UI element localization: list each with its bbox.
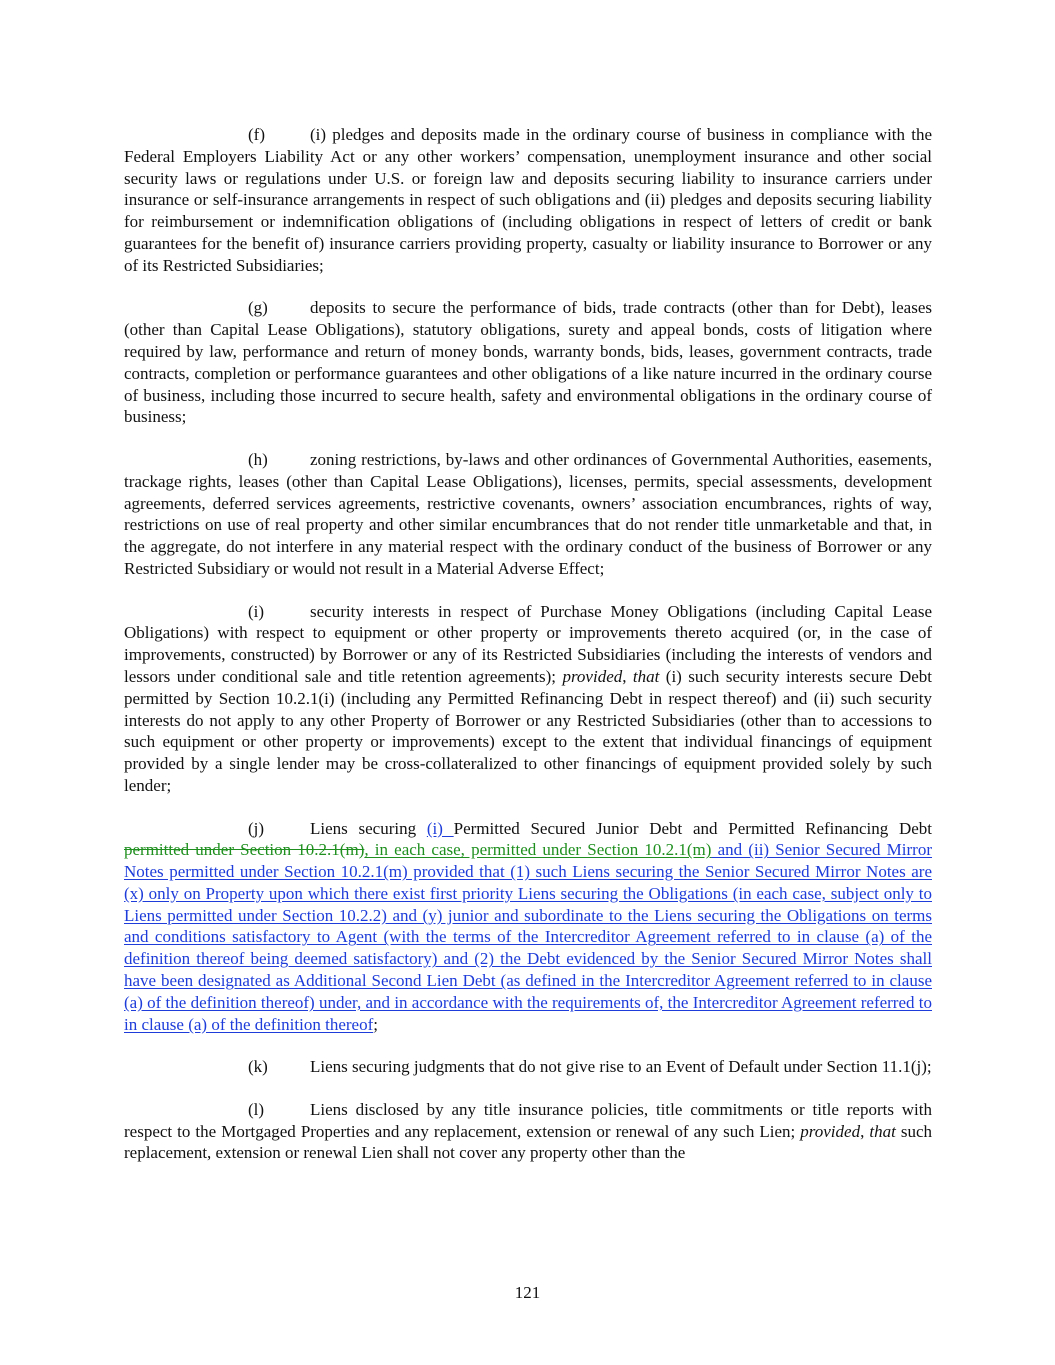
paragraph-text: Liens securing bbox=[310, 818, 427, 838]
paragraph-l bbox=[124, 1099, 932, 1164]
moved-text: , in each case, permitted under Section 10.2.1(m) bbox=[364, 840, 712, 860]
paragraph-text: deposits to secure the performance of bids, trade contracts (other than for Debt), leases (other than Capital Lease Obligations), statutory obligations, surety and appeal bonds, costs of litigation where required by law, performance and return of money bonds, warranty bonds, bids, leases, government contracts, trade contracts, completion or performance guarantees and other obligations of a like nature incurred in the ordinary course of business, including those incurred to secure health, safety and environmental obligations in the ordinary course of business; bbox=[124, 298, 932, 427]
italic-provided: provided bbox=[800, 1121, 861, 1141]
paragraph-k bbox=[124, 1056, 932, 1078]
paragraph-text: (i) such security interests secure Debt permitted by Section 10.2.1(i) (including any Permitted Refinancing Debt in respect thereof) and (ii) such security interests do not apply to any other Property of Borrower or any Restricted Subsidiaries (other than to accessions to such equipment or other property or improvements) except to the extent that individual financings of equipment provided by a single lender may be cross-collateralized to other financings of equipment provided solely by such lender; bbox=[124, 666, 933, 795]
comma: , bbox=[622, 666, 633, 686]
italic-provided: provided bbox=[562, 666, 623, 686]
paragraph-text: Liens disclosed by any title insurance policies, title commitments or title reports with respect to the Mortgaged Properties and any replacement, extension or renewal of any such Lien; bbox=[124, 1099, 932, 1141]
deleted-text: permitted under Section 10.2.1(m) bbox=[124, 840, 365, 860]
clause-marker: (f) bbox=[248, 125, 265, 144]
paragraph-text: (i) pledges and deposits made in the ordinary course of business in compliance with the Federal Employers Liability Act or any other workers’ compensation, unemployment insurance and other social security laws or regulations under U.S. or foreign law and deposits securing liability to insurance carriers under insurance or self-insurance arrangements in respect of such obligations and (ii) pledges and deposits securing liability for reimbursement or indemnification obligations of (including obligations in respect of letters of credit or bank guarantees for the benefit of) insurance carriers providing property, casualty or liability insurance to Borrower or any of its Restricted Subsidiaries; bbox=[124, 125, 932, 275]
clause-marker: (h) bbox=[248, 449, 268, 469]
paragraph-text: Liens securing judgments that do not give rise to an Event of Default under Section 11.1(j); bbox=[310, 1057, 932, 1077]
document-page bbox=[124, 124, 932, 1164]
page-number: 121 bbox=[514, 1283, 541, 1302]
paragraph-h bbox=[124, 449, 932, 580]
clause-marker: (j) bbox=[248, 818, 265, 838]
paragraph-g bbox=[124, 297, 932, 428]
inserted-text: and (ii) Senior Secured Mirror Notes permitted under Section 10.2.1(m) provided that (1) such Liens securing the Senior Secured Mirror Notes are (x) only on Property upon which there exist first priority Liens securing the Obligations (in each case, subject only to Liens permitted under Section 10.2.2) and (y) junior and subordinate to the Liens securing the Obligations on terms and conditions satisfactory to Agent (with the terms of the Intercreditor Agreement referred to in clause (a) of the definition thereof being deemed satisfactory) and (2) the Debt evidenced by the Senior Secured Mirror Notes shall have been designated as Additional Second Lien Debt (as defined in the Intercreditor Agreement referred to in clause (a) of the definition thereof) under, and in accordance with the requirements of, the Intercreditor Agreement referred to in clause (a) of the definition thereof bbox=[124, 840, 933, 1034]
inserted-text: (i) bbox=[426, 818, 454, 838]
italic-that: that bbox=[632, 666, 660, 686]
paragraph-text: such replacement, extension or renewal Lien shall not cover any property other than the bbox=[124, 1121, 932, 1163]
paragraph-text: Permitted Secured Junior Debt and Permitted Refinancing Debt bbox=[453, 818, 933, 838]
comma: , bbox=[860, 1121, 870, 1141]
paragraph-i bbox=[124, 601, 932, 797]
paragraph-text: ; bbox=[373, 1014, 378, 1034]
paragraph-j bbox=[124, 818, 932, 1036]
paragraph-text: zoning restrictions, by-laws and other ordinances of Governmental Authorities, easements, trackage rights, leases (other than Capital Lease Obligations), licenses, permits, special assessments, development agreements, deferred services agreements, restrictive covenants, owners’ association encumbrances, rights of way, restrictions on use of real property and other similar encumbrances that do not render title unmarketable and that, in the aggregate, do not interfere in any material respect with the ordinary conduct of the business of Borrower or any Restricted Subsidiary or would not result in a Material Adverse Effect; bbox=[124, 449, 932, 578]
clause-marker: (l) bbox=[248, 1099, 265, 1119]
clause-marker: (g) bbox=[248, 298, 268, 318]
paragraph-text: security interests in respect of Purchase Money Obligations (including Capital Lease Obligations) with respect to equipment or other property or improvements thereto acquired (or, in the case of improvements, constructed) by Borrower or any of its Restricted Subsidiaries (including the interests of vendors and lessors under conditional sale and title retention agreements); bbox=[124, 601, 932, 686]
clause-marker: (k) bbox=[248, 1057, 268, 1077]
paragraph-f bbox=[124, 124, 932, 277]
italic-that: that bbox=[869, 1121, 896, 1141]
clause-marker: (i) bbox=[248, 601, 265, 621]
